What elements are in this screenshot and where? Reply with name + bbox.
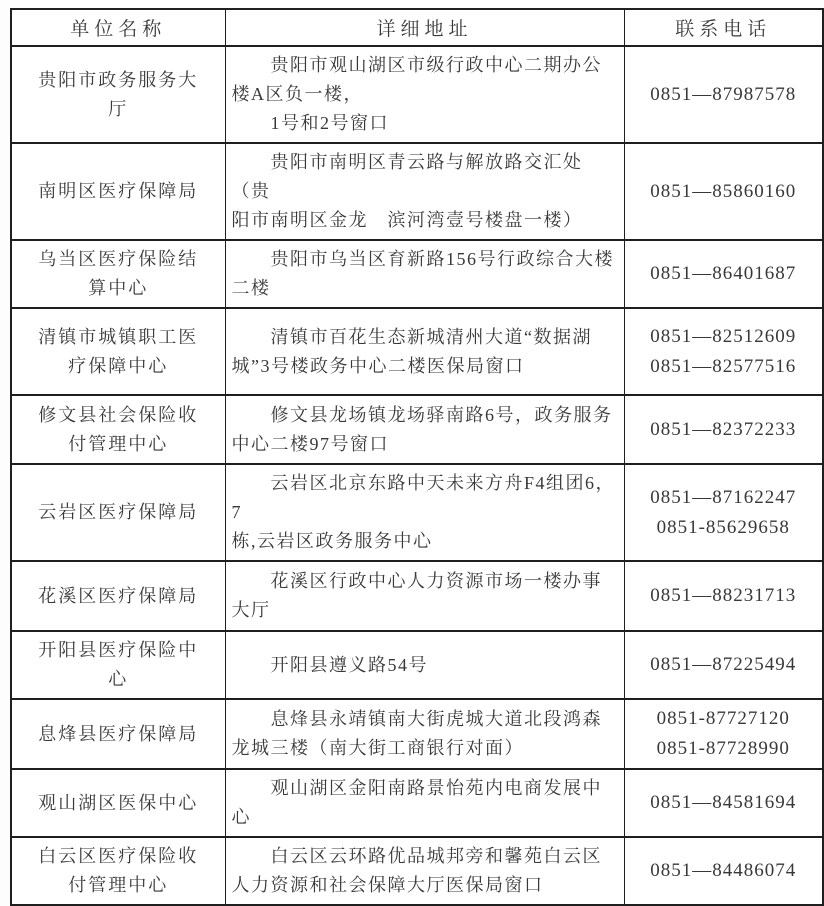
address-line: 观山湖区金阳南路景怡苑内电商发展中: [231, 778, 602, 798]
table-row: [11, 308, 823, 395]
unit-name-cell: [11, 46, 225, 143]
table-row: [11, 699, 823, 769]
unit-name: 花溪区医疗保障局: [38, 585, 199, 606]
address-line: 花溪区行政中心人力资源市场一楼办事: [231, 571, 602, 591]
address-line: 城”3号楼政务中心二楼医保局窗口: [231, 355, 525, 376]
address-line: 修文县龙场镇龙场驿南路6号，政务服务: [231, 404, 613, 425]
phone-number: 0851—86401687: [650, 263, 797, 284]
phone-cell: [624, 308, 823, 395]
address-cell: [225, 143, 624, 240]
unit-name-cell: [11, 143, 225, 240]
unit-name: 贵阳市政务服务大厅: [38, 69, 199, 119]
unit-name: 开阳县医疗保险中心: [38, 640, 199, 689]
unit-name-cell: [11, 699, 225, 769]
address-cell: [225, 561, 624, 631]
address-line: 清镇市百花生态新城清州大道“数据湖: [231, 326, 592, 347]
phone-cell: [624, 699, 823, 769]
unit-name-cell: [11, 240, 225, 308]
contact-table-container: [10, 8, 822, 906]
unit-name: 乌当区医疗保险结算中心: [38, 249, 199, 298]
phone-number: 0851—85860160: [650, 180, 797, 202]
table-row: [11, 837, 823, 905]
unit-name: 修文县社会保险收付管理中心: [38, 404, 199, 454]
address-line: 1号和2号窗口: [231, 113, 389, 133]
unit-name-cell: [11, 308, 225, 395]
unit-name: 观山湖区医保中心: [38, 792, 199, 813]
address-line: 龙城三楼（南大街工商银行对面）: [231, 738, 524, 758]
unit-name: 息烽县医疗保障局: [38, 723, 199, 744]
address-cell: [225, 46, 624, 143]
address-line: 贵阳市乌当区育新路156号行政综合大楼: [231, 249, 614, 269]
address-line: 开阳县遵义路54号: [231, 654, 428, 675]
address-line: 中心二楼97号窗口: [231, 433, 389, 454]
phone-number: 0851—88231713: [650, 585, 797, 606]
phone-number: 0851—82577516: [650, 355, 797, 377]
address-line: 大厅: [231, 600, 271, 620]
address-cell: [225, 631, 624, 699]
unit-name: 清镇市城镇职工医疗保障中心: [38, 326, 199, 376]
address-cell: [225, 464, 624, 561]
phone-number: 0851—82512609: [650, 325, 797, 347]
address-cell: [225, 837, 624, 905]
address-cell: [225, 395, 624, 464]
header-address: 详细地址: [225, 9, 624, 46]
header-row: [11, 9, 823, 46]
address-line: 贵阳市南明区青云路与解放路交汇处（贵: [231, 152, 583, 201]
address-line: 云岩区北京东路中天未来方舟F4组团6，7: [231, 473, 616, 522]
phone-number: 0851—87225494: [650, 654, 797, 675]
address-line: 白云区云环路优品城邦旁和馨苑白云区: [231, 846, 602, 866]
table-row: [11, 464, 823, 561]
unit-name: 白云区医疗保险收付管理中心: [38, 846, 199, 895]
phone-number: 0851-87728990: [656, 738, 790, 759]
phone-cell: [624, 143, 823, 240]
unit-name-cell: [11, 395, 225, 464]
table-row: [11, 143, 823, 240]
address-line: 栋,云岩区政务服务中心: [231, 531, 433, 551]
phone-cell: [624, 240, 823, 308]
address-cell: [225, 240, 624, 308]
address-line: 人力资源和社会保障大厅医保局窗口: [231, 875, 544, 895]
phone-cell: [624, 631, 823, 699]
phone-cell: [624, 395, 823, 464]
unit-name-cell: [11, 464, 225, 561]
address-line: 贵阳市观山湖区市级行政中心二期办公: [231, 55, 602, 75]
phone-cell: [624, 837, 823, 905]
header-unit-name: 单位名称: [11, 9, 225, 46]
phone-cell: [624, 561, 823, 631]
address-line: 阳市南明区金龙 滨河湾壹号楼盘一楼）: [231, 210, 583, 230]
header-phone: 联系电话: [624, 9, 823, 46]
phone-number: 0851—87162247: [650, 486, 797, 508]
table-row: [11, 46, 823, 143]
table-row: [11, 561, 823, 631]
table-row: [11, 631, 823, 699]
table-row: [11, 240, 823, 308]
phone-number: 0851—84486074: [650, 860, 797, 881]
table-row: [11, 395, 823, 464]
phone-cell: [624, 464, 823, 561]
unit-name-cell: [11, 837, 225, 905]
phone-number: 0851-85629658: [656, 516, 790, 538]
address-line: 心: [231, 807, 251, 827]
unit-name: 云岩区医疗保障局: [38, 502, 199, 522]
contact-table: [10, 8, 824, 906]
unit-name-cell: [11, 561, 225, 631]
phone-number: 0851—87987578: [650, 83, 797, 105]
phone-number: 0851—82372233: [650, 418, 797, 440]
phone-number: 0851-87727120: [656, 708, 790, 729]
phone-cell: [624, 46, 823, 143]
unit-name-cell: [11, 631, 225, 699]
phone-number: 0851—84581694: [650, 792, 797, 813]
address-cell: [225, 308, 624, 395]
unit-name: 南明区医疗保障局: [38, 181, 199, 201]
address-line: 二楼: [231, 278, 271, 298]
address-cell: [225, 699, 624, 769]
address-line: 楼A区负一楼，: [231, 84, 363, 104]
address-line: 息烽县永靖镇南大街虎城大道北段鸿森: [231, 709, 602, 729]
